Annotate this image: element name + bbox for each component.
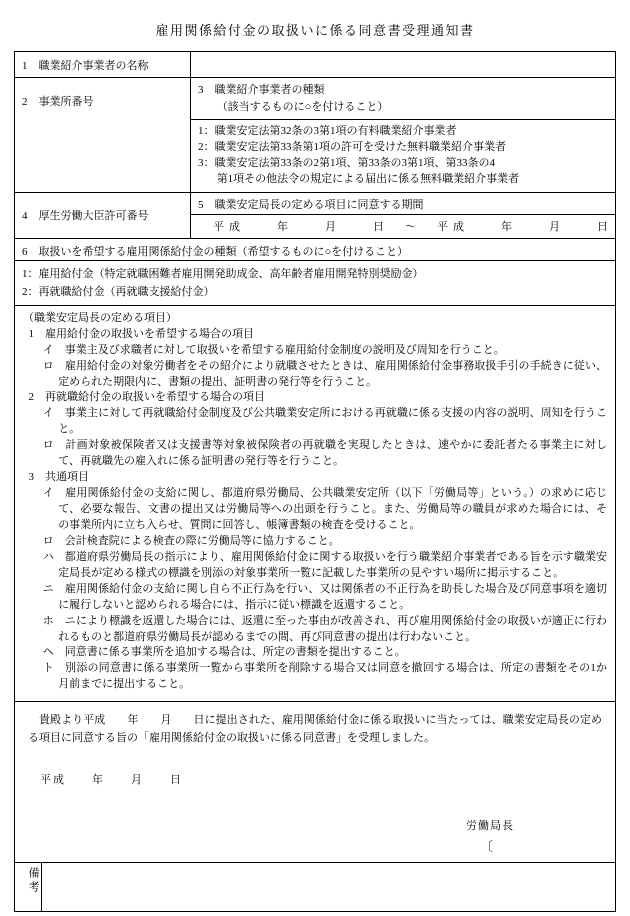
provisions-heading: （職業安定局長の定める項目） xyxy=(23,311,177,324)
provision-item: ヘ 同意書に係る事業所を追加する場合は、所定の書類を提出すること。 xyxy=(42,646,406,659)
provision-item: ニ 雇用関係給付金の支給に関し自ら不正行為を行い、又は関係者の不正行為を助長した場合及び同意事項を適切に履行しないと認められる場合には、指示に従い標識を返還すること。 xyxy=(42,582,607,611)
provisions-section-2-title: 2 再就職給付金の取扱いを希望する場合の項目 xyxy=(28,391,265,404)
office-number-label: 2 事業所番号 xyxy=(15,78,191,192)
benefit-options xyxy=(15,261,615,306)
row-agency-name xyxy=(15,52,615,78)
signer-bracket: 〔 xyxy=(480,839,494,855)
provision-item: ロ 雇用給付金の対象労働者をその紹介により就職させたときは、雇用関係給付金事務取扱手引の手続きに従い、定められた期限内に、書類の提出、証明書の発行等を行うこと。 xyxy=(42,359,607,388)
acceptance-date: 平成 年 月 日 xyxy=(40,774,183,787)
provisions-section-3-title: 3 共通項目 xyxy=(28,471,89,484)
agency-type-header-line1: 3 職業紹介事業者の種類 xyxy=(198,84,325,96)
acceptance-section xyxy=(15,702,615,863)
agency-type-header xyxy=(191,78,615,120)
provisions-section-1-title: 1 雇用給付金の取扱いを希望する場合の項目 xyxy=(28,327,254,340)
consent-period-value: 平成 年 月 日 ～ 平成 年 月 日 xyxy=(213,220,613,233)
provision-item: ハ 都道府県労働局長の指示により、雇用関係給付金に関する取扱いを行う職業紹介事業者である旨を示す職業安定局長が定める様式の標識を別添の対象事業所一覧に記載した事業所の見やすい場所に掲示すること。 xyxy=(42,550,607,579)
remarks-value-cell xyxy=(42,863,615,911)
benefit-option-2: 2：再就職給付金（再就職支援給付金） xyxy=(22,285,215,298)
remarks-row xyxy=(15,863,615,911)
provision-item: ト 別添の同意書に係る事業所一覧から事業所を削除する場合又は同意を撤回する場合は、所定の書類をその1か月前までに提出すること。 xyxy=(42,662,607,691)
agency-type-option-2: 2：職業安定法第33条第1項の許可を受けた無料職業紹介事業者 xyxy=(198,140,506,153)
provision-item: イ 雇用関係給付金の支給に関し、都道府県労働局、公共職業安定所（以下「労働局等」という。）の求めに応じて、必要な報告、文書の提出又は労働局等への出頭を行うこと。また、労働局等の職員が求めた場合には、その事業所内に立ち入らせ、質問に回答し、帳簿書類の検査を受けること。 xyxy=(42,487,607,531)
consent-period-column xyxy=(191,193,615,238)
form-table xyxy=(14,51,616,912)
remarks-label: 備考 xyxy=(15,863,42,911)
provision-item: イ 事業主及び求職者に対して取扱いを希望する雇用給付金制度の説明及び周知を行うこと。 xyxy=(42,343,505,356)
agency-name-value-cell xyxy=(191,52,615,77)
benefit-option-1: 1：雇用給付金（特定就職困難者雇用開発助成金、高年齢者雇用開発特別奨励金） xyxy=(22,267,424,280)
signer-title: 労働局長 xyxy=(466,820,514,833)
agency-name-label: 1 職業紹介事業者の名称 xyxy=(15,52,191,77)
permit-number-label: 4 厚生労働大臣許可番号 xyxy=(15,193,191,238)
agency-type-option-1: 1：職業安定法第32条の3第1項の有料職業紹介事業者 xyxy=(198,125,457,137)
consent-period-label: 5 職業安定局長の定める項目に同意する期間 xyxy=(191,193,615,215)
provision-item: イ 事業主に対して再就職給付金制度及び公共職業安定所における再就職に係る支援の内容の説明、周知を行うこと。 xyxy=(42,407,607,436)
agency-type-option-3-continued: 第1項その他法令の規定による届出に係る無料職業紹介事業者 xyxy=(216,172,520,185)
provision-item: ロ 会計検査院による検査の際に労働局等に協力すること。 xyxy=(42,534,340,547)
row-office-number-and-type xyxy=(15,78,615,193)
agency-type-option-3: 3：職業安定法第33条の2第1項、第33条の3第1項、第33条の4 xyxy=(198,156,495,169)
agency-type-header-line2: （該当するものに○を付けること） xyxy=(216,101,389,114)
provisions-section xyxy=(15,306,615,703)
agency-type-options xyxy=(191,120,615,192)
row-permit-number-and-period xyxy=(15,193,615,239)
document-title: 雇用関係給付金の取扱いに係る同意書受理通知書 xyxy=(155,23,475,38)
agency-type-column xyxy=(191,78,615,192)
provision-item: ホ ニにより標識を返還した場合には、返還に至った事由が改善され、再び雇用関係給付金の取扱いが適正に行われるものと都道府県労働局長が認めるまでの間、再び同意書の提出は行わないこと。 xyxy=(42,614,607,643)
provision-item: ロ 計画対象被保険者又は支援書等対象被保険者の再就職を実現したときは、速やかに委託者たる事業主に対して、再就職先の雇入れに係る証明書の発行等を行うこと。 xyxy=(42,439,607,468)
acceptance-paragraph: 貴殿より平成 年 月 日に提出された、雇用関係給付金に係る取扱いに当たっては、職業安定局長の定める項目に同意する旨の「雇用関係給付金の取扱いに係る同意書」を受理しました。 xyxy=(28,714,602,744)
benefit-type-header: 6 取扱いを希望する雇用関係給付金の種類（希望するものに○を付けること） xyxy=(15,239,615,261)
